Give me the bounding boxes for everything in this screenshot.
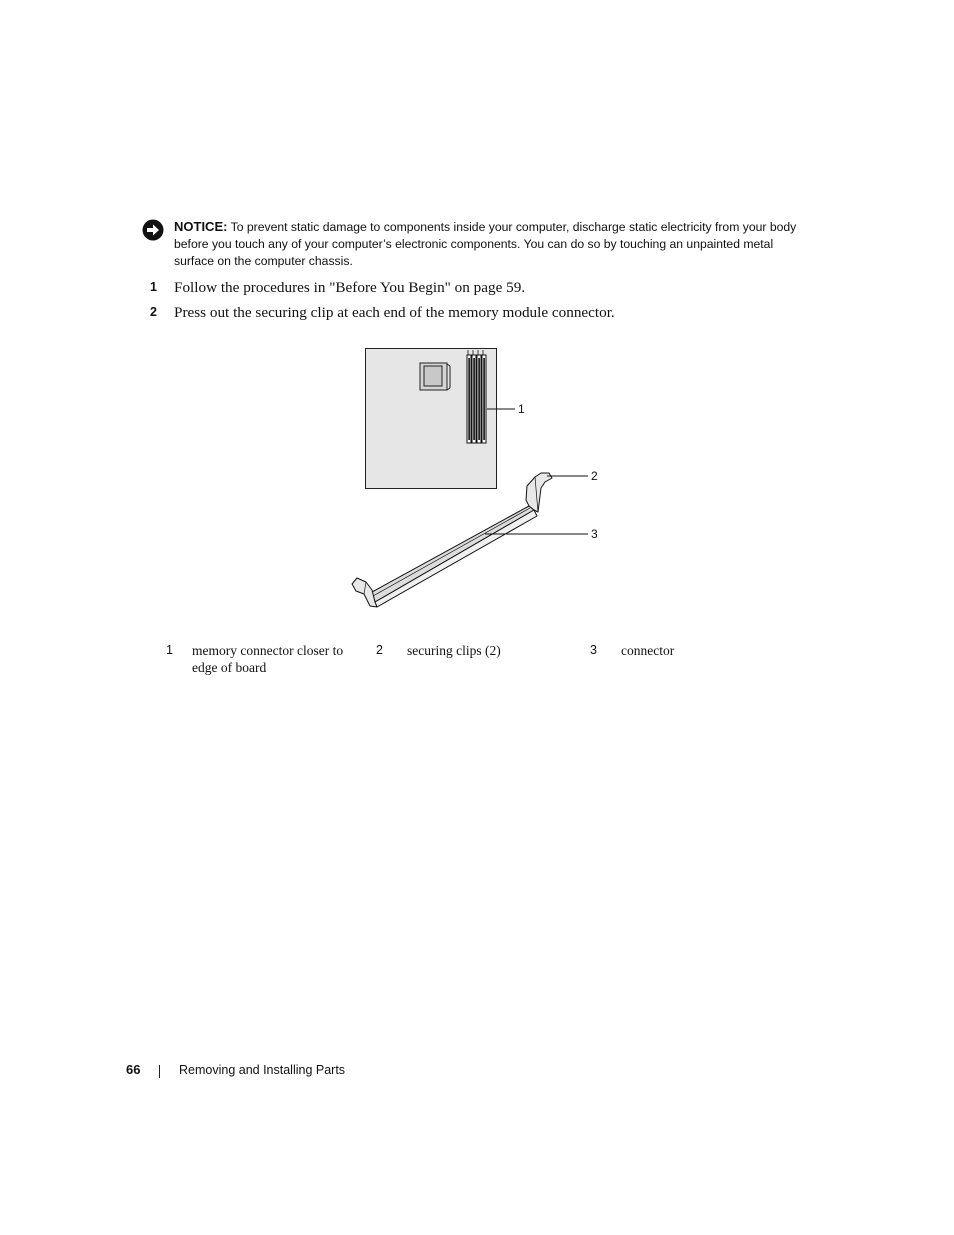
page-number: 66 xyxy=(126,1062,141,1077)
notice-arrow-icon xyxy=(142,219,164,241)
legend-number: 2 xyxy=(376,643,383,657)
notice-label: NOTICE: xyxy=(174,219,228,234)
notice-text xyxy=(174,218,799,270)
legend-number: 3 xyxy=(590,643,597,657)
callout-1: 1 xyxy=(518,402,525,416)
notice-body: To prevent static damage to components inside your computer, discharge static electricity from your body before you touch any of your computer’s electronic components. You can do so by touching an unpainted metal surface on the computer chassis. xyxy=(174,220,797,268)
step-number: 2 xyxy=(150,305,157,319)
legend-text: connector xyxy=(621,643,675,658)
step-number: 1 xyxy=(150,280,157,294)
memory-connectors xyxy=(467,350,486,443)
section-title: Removing and Installing Parts xyxy=(179,1063,346,1077)
step-text: Press out the securing clip at each end of the memory module connector. xyxy=(174,304,615,321)
callout-3: 3 xyxy=(591,527,598,541)
legend-text: securing clips (2) xyxy=(407,643,501,658)
memory-module-connector xyxy=(352,473,552,607)
step-text: Follow the procedures in "Before You Begin" on page 59. xyxy=(174,279,526,296)
callout-2: 2 xyxy=(591,469,598,483)
legend-number: 1 xyxy=(166,643,173,657)
legend-text: memory connector closer to edge of board xyxy=(192,643,344,675)
processor-socket xyxy=(420,363,450,390)
footer-divider xyxy=(159,1065,160,1078)
memory-connector-figure xyxy=(340,340,620,620)
